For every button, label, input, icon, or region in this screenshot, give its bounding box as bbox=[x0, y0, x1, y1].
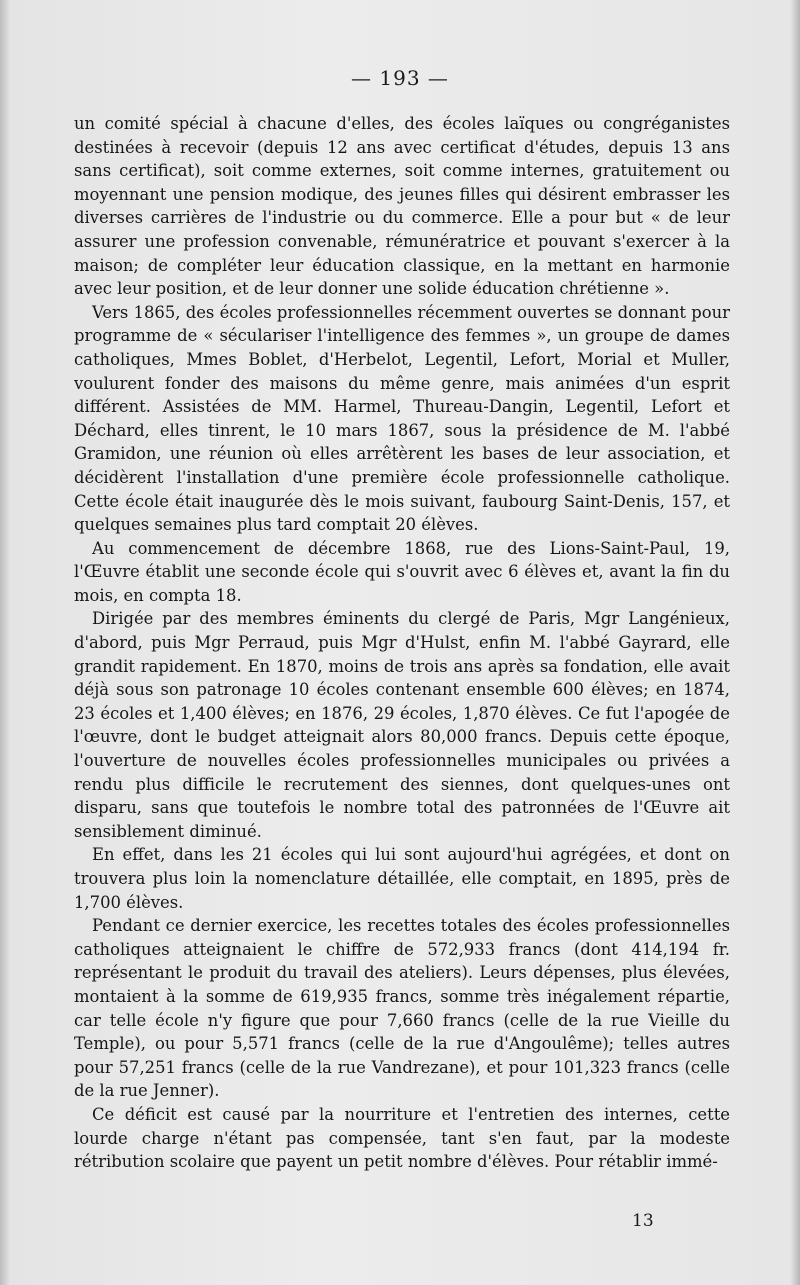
paragraph: Vers 1865, des écoles professionnelles récemment ouvertes se donnant pour programme de « séculariser l'intelligence des femmes », un groupe de dames catholiques, Mmes Boblet, d'Herbelot, Legentil, Lefort, Morial et Muller, voulurent fonder des maisons du même genre, mais animées d'un esprit différent. Assistées de MM. Harmel, Thureau-Dangin, Legentil, Lefort et Déchard, elles tinrent, le 10 mars 1867, sous la présidence de M. l'abbé Gramidon, une réunion où elles arrêtèrent les bases de leur association, et décidèrent l'installation d'une première école professionnelle catholique. Cette école était inaugurée dès le mois suivant, faubourg Saint-Denis, 157, et quelques semaines plus tard comptait 20 élèves. bbox=[74, 302, 730, 535]
paragraph: Ce déficit est causé par la nourriture et l'entretien des internes, cette lourde charge n'étant pas compensée, tant s'en faut, par la modeste rétribution scolaire que payent un petit nombre d'élèves. Pour rétablir immé- bbox=[74, 1104, 730, 1172]
paragraph: Au commencement de décembre 1868, rue des Lions-Saint-Paul, 19, l'Œuvre établit une seconde école qui s'ouvrit avec 6 élèves et, avant la fin du mois, en compta 18. bbox=[74, 538, 730, 605]
body-text bbox=[74, 112, 730, 1174]
page-number: — 193 — bbox=[351, 66, 449, 90]
paragraph: Dirigée par des membres éminents du clergé de Paris, Mgr Langénieux, d'abord, puis Mgr Perraud, puis Mgr d'Hulst, enfin M. l'abbé Gayrard, elle grandit rapidement. En 1870, moins de trois ans après sa fondation, elle avait déjà sous son patronage 10 écoles contenant ensemble 600 élèves; en 1874, 23 écoles et 1,400 élèves; en 1876, 29 écoles, 1,870 élèves. Ce fut l'apogée de l'œuvre, dont le budget atteignait alors 80,000 francs. Depuis cette époque, l'ouverture de nouvelles écoles professionnelles municipales ou privées a rendu plus difficile le recrutement des siennes, dont quelques-unes ont disparu, sans que toutefois le nombre total des patronnées de l'Œuvre ait sensiblement diminué. bbox=[74, 609, 730, 841]
paragraph-continuation: un comité spécial à chacune d'elles, des écoles laïques ou congréganistes destinées à recevoir (depuis 12 ans avec certificat d'études, depuis 13 ans sans certificat), soit comme externes, soit comme internes, gratuitement ou moyennant une pension modique, des jeunes filles qui désirent embrasser les diverses carrières de l'industrie ou du commerce. Elle a pour but « de leur assurer une profession convenable, rémunératrice et pouvant s'exercer à la maison; de compléter leur éducation classique, en la mettant en harmonie avec leur position, et de leur donner une solide éducation chrétienne ». bbox=[74, 114, 730, 299]
page-edge-shadow-right bbox=[790, 0, 800, 1285]
signature-mark: 13 bbox=[632, 1211, 654, 1231]
paragraph: En effet, dans les 21 écoles qui lui sont aujourd'hui agrégées, et dont on trouvera plus loin la nomenclature détaillée, elle comptait, en 1895, près de 1,700 élèves. bbox=[74, 845, 730, 912]
paragraph: Pendant ce dernier exercice, les recettes totales des écoles professionnelles catholiques atteignaient le chiffre de 572,933 francs (dont 414,194 fr. représentant le produit du travail des ateliers). Leurs dépenses, plus élevées, montaient à la somme de 619,935 francs, somme très inégalement répartie, car telle école n'y figure que pour 7,660 francs (celle de la rue Vieille du Temple), ou pour 5,571 francs (celle de la rue d'Angoulême); telles autres pour 57,251 francs (celle de la rue Vandrezane), et pour 101,323 francs (celle de la rue Jenner). bbox=[74, 916, 730, 1101]
page-edge-shadow-left bbox=[0, 0, 10, 1285]
